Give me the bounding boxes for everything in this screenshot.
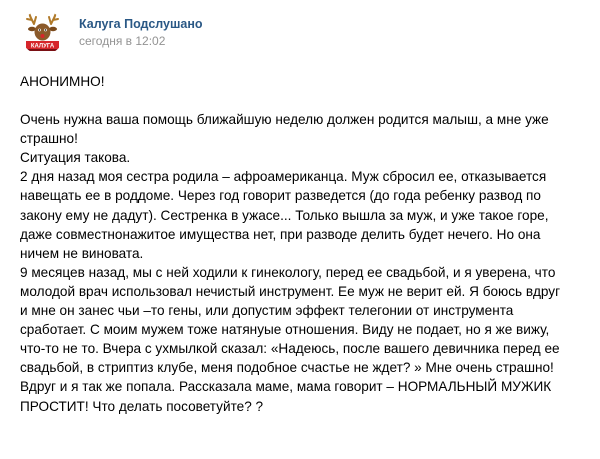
post-text-line: закону ему не дадут). Сестренка в ужасе... Только вышла за муж, и уже такое горе, (20, 207, 549, 223)
post-text-line: 2 дня назад моя сестра родила – афроамериканца. Муж сбросил ее, отказывается (20, 169, 547, 185)
post-text-line: что-то не то. Вчера с ухмылкой сказал: «Надеюсь, после вашего девичника перед ее (20, 341, 560, 357)
post-header-text (79, 16, 203, 50)
post-text-line: страшно! (20, 131, 78, 147)
post-text-line: сработает. С моим мужем тоже натянуые отношения. Виду не подает, но я же вижу, (20, 322, 550, 338)
post-text-line: ПРОСТИТ! Что делать посоветуйте? ? (20, 398, 264, 414)
post-text-line: даже совместнонажитое имущества нет, при разводе делить будет нечего. Но она (20, 226, 541, 242)
post-header (20, 10, 203, 55)
post-text-line: Очень нужна ваша помощь ближайшую неделю должен родится малыш, а мне уже (20, 112, 549, 128)
post-timestamp[interactable]: сегодня в 12:02 (79, 33, 166, 48)
avatar[interactable] (20, 10, 65, 55)
post-body (20, 72, 595, 416)
post-title: АНОНИМНО! (20, 74, 105, 89)
post-text-line: свадьбой, в стриптиз клубе, меня подобное счастье не ждет? » Мне очень страшно! (20, 360, 554, 376)
deer-logo-icon (20, 10, 65, 55)
group-name-link[interactable]: Калуга Подслушано (79, 16, 203, 31)
post-text-line: и мне он занес чьи –то гены, или допустим эффект телегонии от инструмента (20, 303, 514, 319)
post-text-line: 9 месяцев назад, мы с ней ходили к гинекологу, перед ее свадьбой, и я уверена, что (20, 264, 556, 280)
post-text-line: Вдруг и я так же попала. Рассказала маме, мама говорит – НОРМАЛЬНЫЙ МУЖИК (20, 379, 552, 395)
avatar-logo-text: КАЛУГА (30, 43, 55, 50)
post-text-line: молодой врач использовал нечистый инструмент. Ее муж не верит ей. Я боюсь вдруг (20, 283, 561, 299)
post-text-line: навещать ее в роддоме. Через год говорит разведется (до года ребенку развод по (20, 188, 541, 204)
post-text-line: Ситуация такова. (20, 150, 131, 166)
post-text-line: ничем не виновата. (20, 245, 144, 261)
